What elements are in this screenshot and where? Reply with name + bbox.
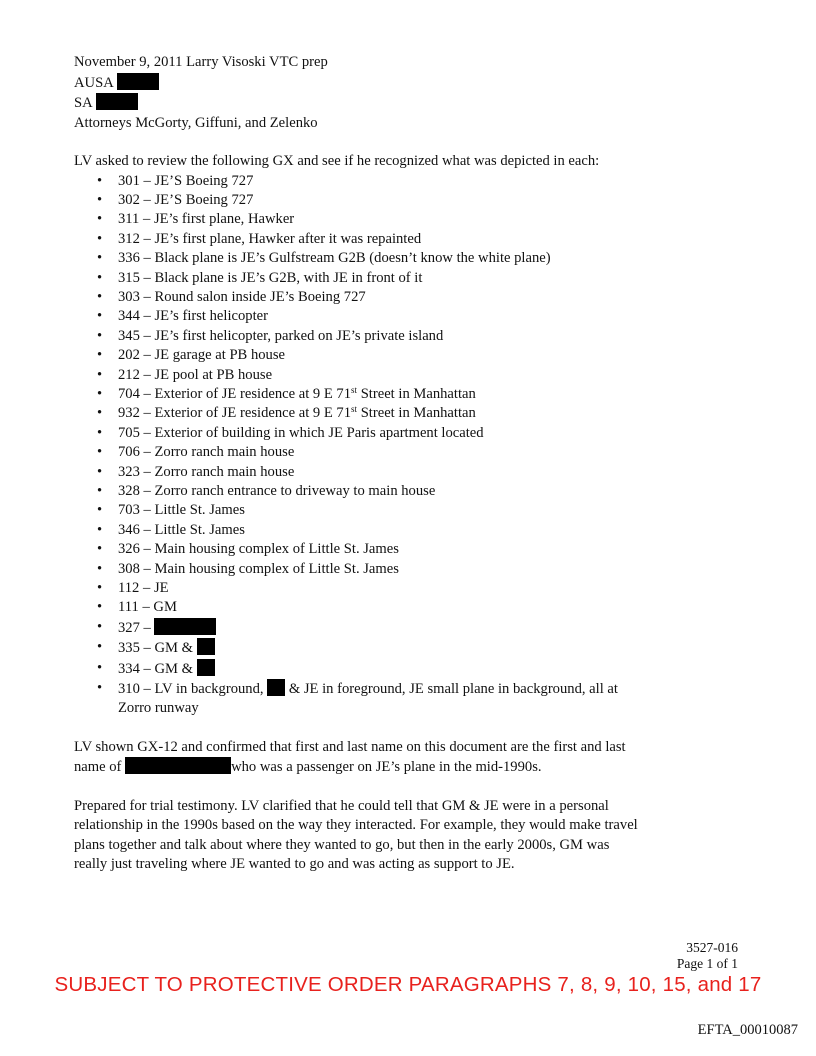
document-body xyxy=(74,53,754,875)
redaction-box xyxy=(197,659,215,676)
redaction-box xyxy=(117,73,159,90)
header-sa-line xyxy=(74,93,754,114)
bullet-icon: • xyxy=(97,521,103,538)
redaction-box xyxy=(267,679,285,696)
exhibit-list xyxy=(74,172,754,719)
list-item: • 334 – GM & xyxy=(74,659,754,679)
list-item: • 112 – JE xyxy=(74,579,754,598)
list-item: • 336 – Black plane is JE’s Gulfstream G2B (doesn’t know the white plane) xyxy=(74,249,754,268)
header-date-line: November 9, 2011 Larry Visoski VTC prep xyxy=(74,54,328,70)
bullet-icon: • xyxy=(97,405,103,422)
list-item: • 344 – JE’s first helicopter xyxy=(74,307,754,326)
list-item: • 335 – GM & xyxy=(74,638,754,658)
list-item: • 310 – LV in background, & JE in foreground, JE small plane in background, all at Zorro runway xyxy=(97,680,618,717)
bullet-icon: • xyxy=(97,639,103,656)
bullet-icon: • xyxy=(97,483,103,499)
list-item: • 346 – Little St. James xyxy=(74,521,754,540)
bullet-icon: • xyxy=(97,347,103,364)
list-item: • 323 – Zorro ranch main house xyxy=(74,463,754,482)
redaction-box xyxy=(125,757,231,774)
list-item: • 303 – Round salon inside JE’s Boeing 727 xyxy=(74,288,754,307)
paragraph-gx12: LV shown GX-12 and confirmed that first and last name on this document are the first and last name of who was a passenger on JE’s plane in the mid-1990s. xyxy=(74,738,626,776)
list-item: • 312 – JE’s first plane, Hawker after it was repainted xyxy=(74,230,754,249)
list-item: • 301 – JE’S Boeing 727 xyxy=(74,172,754,191)
protective-order-banner: SUBJECT TO PROTECTIVE ORDER PARAGRAPHS 7, 8, 9, 10, 15, and 17 xyxy=(54,973,762,996)
bullet-icon: • xyxy=(97,659,103,676)
intro-text: LV asked to review the following GX and see if he recognized what was depicted in each: xyxy=(74,153,600,169)
bullet-icon: • xyxy=(97,269,103,286)
bullet-icon: • xyxy=(97,463,103,480)
bullet-icon: • xyxy=(97,560,103,577)
bullet-icon: • xyxy=(97,541,103,558)
redaction-box xyxy=(197,638,215,655)
bullet-icon: • xyxy=(97,211,103,228)
list-item: • 327 – xyxy=(74,618,754,638)
bullet-icon: • xyxy=(97,366,103,383)
list-item: • 328 – Zorro ranch entrance to driveway to main house xyxy=(74,482,754,501)
bullet-icon: • xyxy=(97,191,103,208)
list-item: • 704 – Exterior of JE residence at 9 E 71st Street in Manhattan xyxy=(74,385,754,404)
list-item: • 706 – Zorro ranch main house xyxy=(74,443,754,462)
sa-label: SA xyxy=(74,95,92,111)
list-item: • 311 – JE’s first plane, Hawker xyxy=(74,210,754,229)
redaction-box xyxy=(154,618,216,635)
list-item: • 705 – Exterior of building in which JE Paris apartment located xyxy=(74,424,754,443)
paragraph-trial-prep: Prepared for trial testimony. LV clarified that he could tell that GM & JE were in a personal relationship in the 1990s based on the way they interacted. For example, they would make travel plans together and talk about where they wanted to go, but then in the early 2000s, GM was really just traveling where JE wanted to go and was acting as support to JE. xyxy=(74,797,638,873)
bullet-icon: • xyxy=(97,172,103,189)
page-footer xyxy=(677,940,738,972)
header-attorneys-line: Attorneys McGorty, Giffuni, and Zelenko xyxy=(74,114,318,131)
redaction-box xyxy=(96,93,138,110)
list-item: • 345 – JE’s first helicopter, parked on JE’s private island xyxy=(74,327,754,346)
list-item: • 212 – JE pool at PB house xyxy=(74,366,754,385)
bullet-icon: • xyxy=(97,385,103,402)
list-item: • 326 – Main housing complex of Little St. James xyxy=(74,540,754,559)
bullet-icon: • xyxy=(97,327,103,344)
page-number: Page 1 of 1 xyxy=(676,956,738,971)
list-item: • 932 – Exterior of JE residence at 9 E 71st Street in Manhattan xyxy=(74,404,754,423)
list-item: • 202 – JE garage at PB house xyxy=(74,346,754,365)
bullet-icon: • xyxy=(97,580,103,597)
bullet-icon: • xyxy=(97,502,103,519)
header-ausa-line xyxy=(74,73,754,94)
bullet-icon: • xyxy=(97,599,103,616)
bullet-icon: • xyxy=(97,680,103,697)
bullet-icon: • xyxy=(97,424,103,441)
list-item: • 302 – JE’S Boeing 727 xyxy=(74,191,754,210)
list-item: • 308 – Main housing complex of Little St. James xyxy=(74,560,754,579)
bullet-icon: • xyxy=(97,618,103,635)
list-item: • 703 – Little St. James xyxy=(74,501,754,520)
ausa-label: AUSA xyxy=(74,74,113,91)
document-id: EFTA_00010087 xyxy=(697,1022,798,1038)
bullet-icon: • xyxy=(97,250,103,267)
bullet-icon: • xyxy=(97,288,103,305)
bullet-icon: • xyxy=(97,308,103,325)
list-item: • 315 – Black plane is JE’s G2B, with JE in front of it xyxy=(74,269,754,288)
file-number: 3527-016 xyxy=(686,940,738,955)
bullet-icon: • xyxy=(97,444,103,461)
bullet-icon: • xyxy=(97,230,103,247)
list-item: • 111 – GM xyxy=(74,598,754,617)
